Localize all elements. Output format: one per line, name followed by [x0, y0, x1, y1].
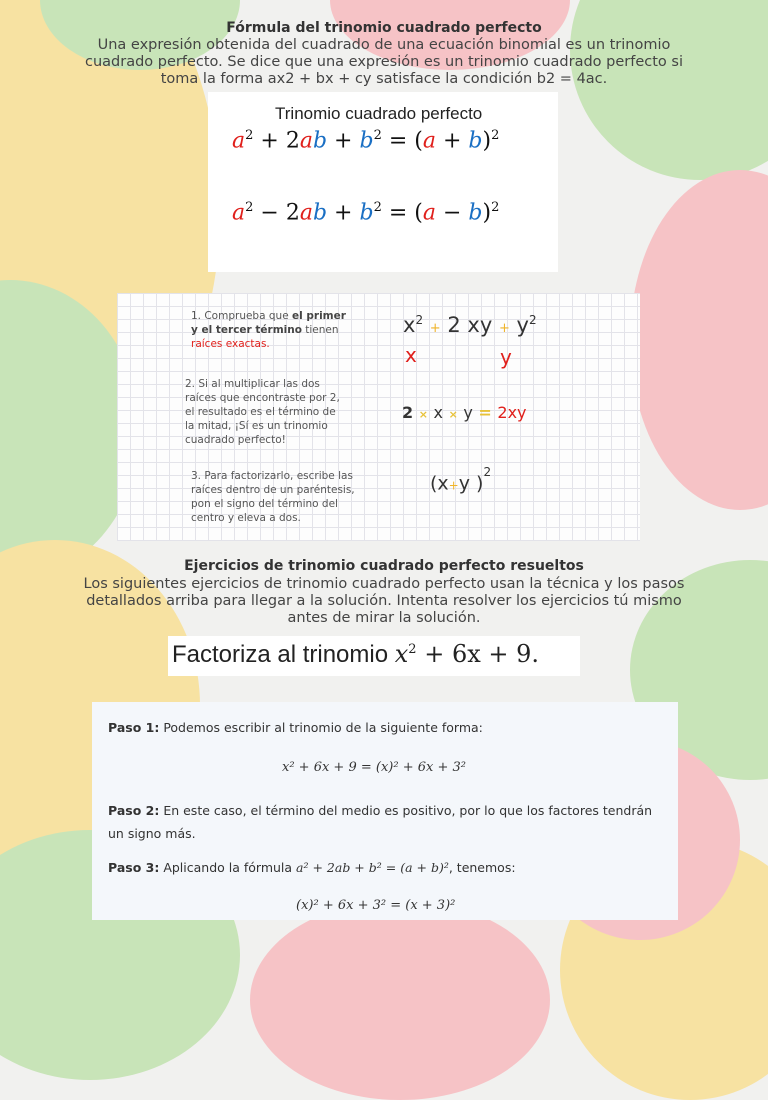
formula-difference-square: $a^2 - 2ab + b^2 = (a - b)^2$ [232, 200, 500, 226]
formula-heading: Trinomio cuadrado perfecto [275, 104, 483, 123]
paragraph-line: Los siguientes ejercicios de trinomio cuadrado perfecto usan la técnica y los pasos [83, 576, 685, 592]
background-blob [250, 900, 550, 1100]
formula-sum-square: $a^2 + 2ab + b^2 = (a + b)^2$ [232, 128, 500, 154]
paso-3: Paso 3: Aplicando la fórmula a² + 2ab + b² = (a + b)², tenemos: [108, 860, 516, 875]
steps-card [117, 293, 640, 541]
paso-2: Paso 2: En este caso, el término del medio es positivo, por lo que los factores tendrán un signo más. [108, 803, 653, 841]
step-2-text: 2. Si al multiplicar las dos raíces que encontraste por 2, el resultado es el término de la mitad, ¡Sí es un trinomio cuadrado perfecto! [185, 378, 340, 446]
formula-card [208, 92, 558, 272]
exercise-prompt: Factoriza al trinomio $x^2 + 6x + 9$. [168, 636, 580, 676]
paso-3-equation: (x)² + 6x + 3² = (x + 3)² [296, 898, 456, 913]
exercises-paragraph [40, 576, 728, 627]
background-blob [630, 170, 768, 510]
paragraph-line: antes de mirar la solución. [287, 610, 481, 626]
section-title: Ejercicios de trinomio cuadrado perfecto resueltos [184, 558, 584, 574]
trinomial-expression: $x^2 + 2$ xy + $y^2$ [403, 313, 537, 337]
step-1-text: 1. Comprueba que el primer y el tercer término tienen raíces exactas. [191, 310, 346, 350]
factored-form: (x+y )$^2$ [430, 465, 492, 495]
paragraph-line: Una expresión obtenida del cuadrado de una ecuación binomial es un trinomio [97, 37, 671, 53]
paso-1-equation: x² + 6x + 9 = (x)² + 6x + 3² [282, 760, 466, 775]
paragraph-line: cuadrado perfecto. Se dice que una expresión es un trinomio cuadrado perfecto si [85, 54, 683, 70]
step-3-text: 3. Para factorizarlo, escribe las raíces dentro de un paréntesis, pon el signo del término del centro y eleva a dos. [191, 470, 355, 524]
middle-term-check: 2 × x × y = 2xy [402, 403, 527, 422]
root-x: x [405, 343, 417, 367]
intro-paragraph [60, 37, 708, 88]
solution-card [92, 702, 678, 920]
section-title: Fórmula del trinomio cuadrado perfecto [226, 20, 542, 36]
paragraph-line: toma la forma ax2 + bx + cy satisface la condición b2 = 4ac. [160, 71, 608, 87]
paragraph-line: detallados arriba para llegar a la solución. Intenta resolver los ejercicios tú mismo [86, 593, 682, 609]
root-y: y [500, 345, 512, 369]
paso-1: Paso 1: Podemos escribir al trinomio de la siguiente forma: [108, 720, 483, 735]
